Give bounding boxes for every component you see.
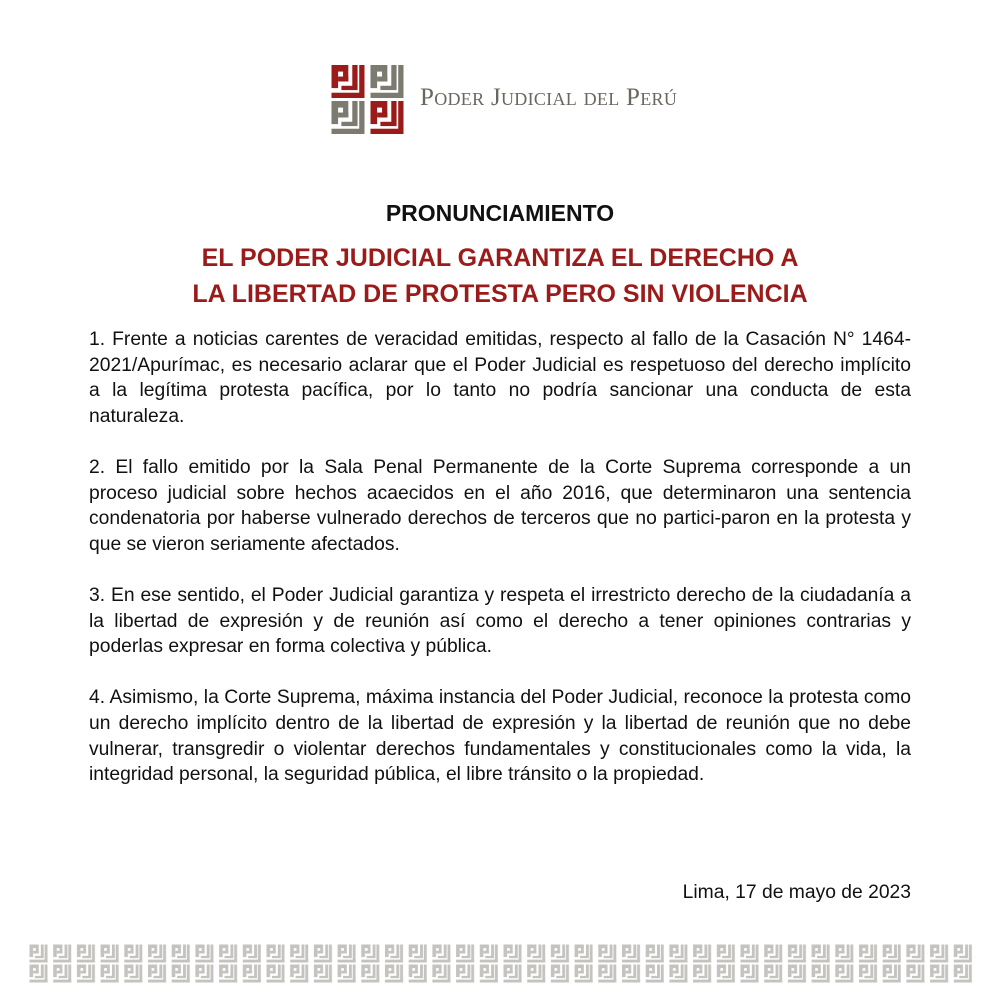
institution-name: Poder Judicial del Perú [420,84,678,111]
paragraph-3: 3. En ese sentido, el Poder Judicial garantiza y respeta el irrestricto derecho de la ciudadanía a la libertad de expresión y de reunión así como el derecho a tener opiniones contrarias y poderlas expresar en forma colectiva y pública. [89,584,911,658]
poder-judicial-logo-icon [330,65,406,134]
document-body [89,327,911,813]
decorative-pattern-border-icon [28,944,976,984]
paragraph-2: 2. El fallo emitido por la Sala Penal Permanente de la Corte Suprema corresponde a un proceso judicial sobre hechos acaecidos en el año 2016, que determinaron una sentencia condenatoria por haberse vulnerado derechos de terceros que no partici-paron en la protesta y que se vieron seriamente afectados. [89,456,911,555]
paragraph-1: 1. Frente a noticias carentes de veracidad emitidas, respecto al fallo de la Casación N° 1464-2021/Apurímac, es necesario aclarar que el Poder Judicial es respetuoso del derecho implícito a la legítima protesta pacífica, por lo tanto no podría sancionar una conducta de esta naturaleza. [89,329,911,427]
headline-line-2: LA LIBERTAD DE PROTESTA PERO SIN VIOLENCIA [192,280,808,308]
paragraph-4: 4. Asimismo, la Corte Suprema, máxima instancia del Poder Judicial, reconoce la protesta como un derecho implícito dentro de la libertad de expresión y la libertad de reunión que no debe vulnerar, transgredir o violentar derechos fundamentales y constitucionales como la vida, la integridad personal, la seguridad pública, el libre tránsito o la propiedad. [89,687,911,786]
headline-line-1: EL PODER JUDICIAL GARANTIZA EL DERECHO A [201,244,799,272]
document-headline [0,240,1000,312]
document-kicker: PRONUNCIAMIENTO [385,200,615,226]
document-date: Lima, 17 de mayo de 2023 [682,882,911,903]
